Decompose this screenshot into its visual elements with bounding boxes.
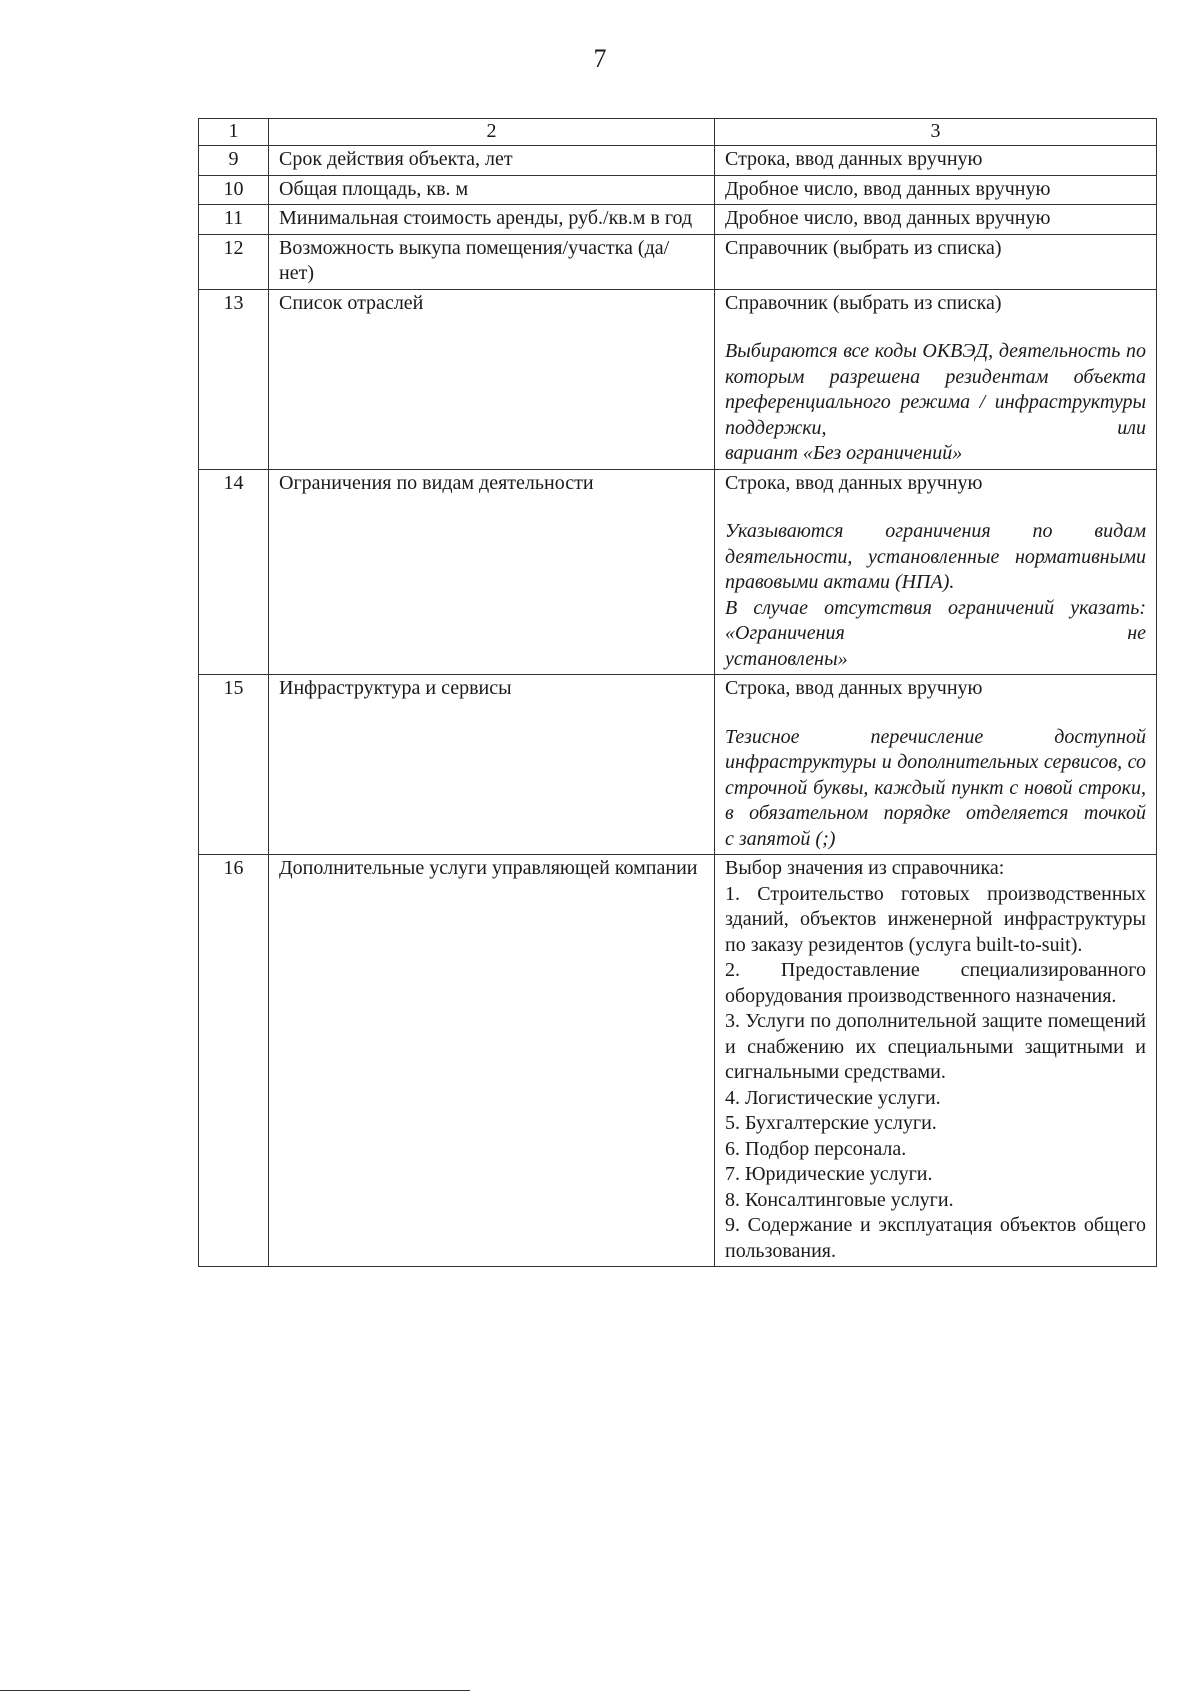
field-note — [725, 339, 1146, 467]
table-row — [199, 675, 1157, 855]
field-note-text-2: В случае отсутствия ограничений указать: «Ограничения не — [725, 596, 1146, 644]
field-name: Общая площадь, кв. м — [269, 175, 715, 205]
field-name: Срок действия объекта, лет — [269, 146, 715, 176]
table-row — [199, 146, 1157, 176]
footer-rule — [0, 1690, 470, 1691]
fields-table — [198, 118, 1157, 1267]
field-name: Список отраслей — [269, 289, 715, 469]
row-number: 15 — [199, 675, 269, 855]
table-row — [199, 855, 1157, 1267]
row-number: 13 — [199, 289, 269, 469]
table-row — [199, 289, 1157, 469]
table-header-row — [199, 119, 1157, 146]
field-type-cell — [715, 675, 1157, 855]
field-note-text: Тезисное перечисление доступной инфраструктуры и дополнительных сервисов, со строчной буквы, каждый пункт с новой строки, в обязательном порядке отделяется точкой — [725, 725, 1146, 824]
service-item: 2. Предоставление специализированного оборудования производственного назначения. — [725, 959, 1146, 1007]
field-note-text: Выбираются все коды ОКВЭД, деятельность по которым разрешена резидентам объекта преференциального режима / инфраструктуры поддержки, или — [725, 340, 1146, 439]
row-number: 16 — [199, 855, 269, 1267]
service-item: 3. Услуги по дополнительной защите помещений и снабжению их специальными защитными и сигнальными средствами. — [725, 1010, 1146, 1083]
field-note-last-line: установлены» — [725, 647, 848, 670]
field-type: Выбор значения из справочника: — [725, 857, 1005, 879]
service-item: 7. Юридические услуги. — [725, 1163, 933, 1185]
field-type: Дробное число, ввод данных вручную — [715, 175, 1157, 205]
service-item: 5. Бухгалтерские услуги. — [725, 1112, 937, 1134]
field-name: Ограничения по видам деятельности — [269, 469, 715, 675]
row-number: 12 — [199, 234, 269, 289]
field-note-last-line: с запятой (;) — [725, 827, 836, 850]
row-number: 11 — [199, 205, 269, 235]
field-type-cell — [715, 469, 1157, 675]
field-type: Справочник (выбрать из списка) — [725, 291, 1002, 314]
header-col-1: 1 — [199, 119, 269, 146]
table-row — [199, 469, 1157, 675]
service-item: 4. Логистические услуги. — [725, 1086, 941, 1109]
service-item: 9. Содержание и эксплуатация объектов общего пользования. — [725, 1214, 1146, 1262]
field-note — [725, 519, 1146, 672]
field-type: Строка, ввод данных вручную — [715, 146, 1157, 176]
table-row — [199, 175, 1157, 205]
service-item: 6. Подбор персонала. — [725, 1137, 907, 1160]
field-note-last-line: вариант «Без ограничений» — [725, 442, 963, 464]
field-note — [725, 725, 1146, 853]
header-col-2: 2 — [269, 119, 715, 146]
row-number: 10 — [199, 175, 269, 205]
service-item: 8. Консалтинговые услуги. — [725, 1188, 954, 1211]
field-type: Справочник (выбрать из списка) — [715, 234, 1157, 289]
field-type: Строка, ввод данных вручную — [725, 677, 983, 699]
field-name: Возможность выкупа помещения/участка (да/нет) — [269, 234, 715, 289]
header-col-3: 3 — [715, 119, 1157, 146]
field-type: Строка, ввод данных вручную — [725, 471, 983, 494]
service-item: 1. Строительство готовых производственных зданий, объектов инженерной инфраструктуры по заказу резидентов (услуга built-to-suit). — [725, 882, 1146, 956]
field-type-cell — [715, 855, 1157, 1267]
table-row — [199, 234, 1157, 289]
field-type-cell — [715, 289, 1157, 469]
field-name: Дополнительные услуги управляющей компании — [269, 855, 715, 1267]
field-type: Дробное число, ввод данных вручную — [715, 205, 1157, 235]
page-number: 7 — [593, 44, 607, 73]
field-name: Инфраструктура и сервисы — [269, 675, 715, 855]
table-row — [199, 205, 1157, 235]
row-number: 9 — [199, 146, 269, 176]
row-number: 14 — [199, 469, 269, 675]
field-name: Минимальная стоимость аренды, руб./кв.м в год — [269, 205, 715, 235]
field-note-text: Указываются ограничения по видам деятельности, установленные нормативными правовыми актами (НПА). — [725, 520, 1146, 593]
